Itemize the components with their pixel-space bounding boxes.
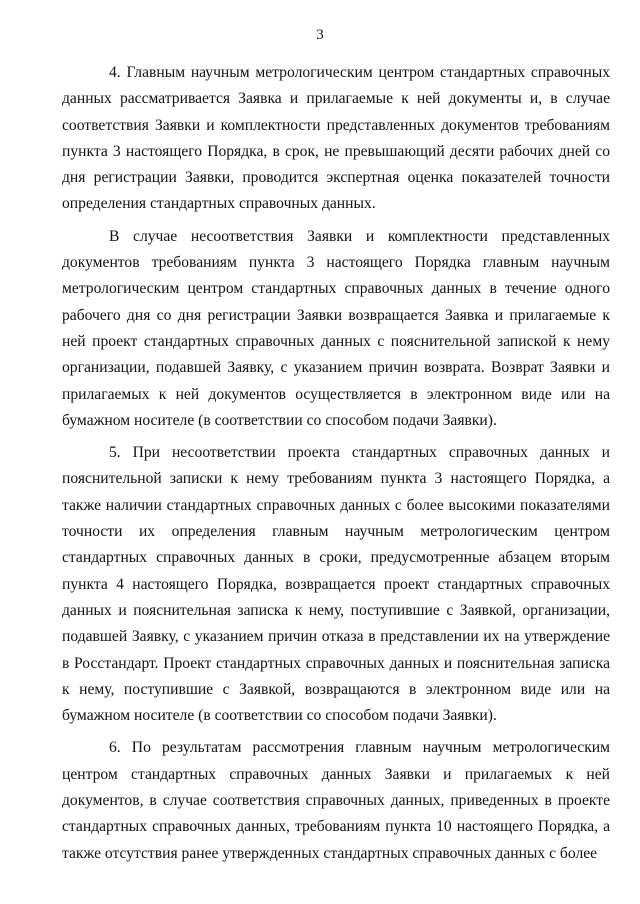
- paragraph-item-4: 4. Главным научным метрологическим центром стандартных справочных данных рассматривается Заявка и прилагаемые к ней документы и, в случае соответствия Заявки и комплектности представленных документов требованиям пункта 3 настоящего Порядка, в срок, не превышающий десяти рабочих дней со дня регистрации Заявки, проводится экспертная оценка показателей точности определения стандартных справочных данных.: [62, 64, 610, 213]
- paragraph-item-5: 5. При несоответствии проекта стандартных справочных данных и пояснительной записки к нему требованиям пункта 3 настоящего Порядка, а также наличии стандартных справочных данных с более высокими показателями точности их определения главным научным метрологическим центром стандартных справочных данных в сроки, предусмотренные абзацем вторым пункта 4 настоящего Порядка, возвращается проект стандартных справочных данных и пояснительная записка к нему, поступившие с Заявкой, организации, подавшей Заявку, с указанием причин отказа в представлении их на утверждение в Росстандарт. Проект стандартных справочных данных и пояснительная записка к нему, поступившие с Заявкой, возвращаются в электронном виде или на бумажном носителе (в соответствии со способом подачи Заявки).: [62, 444, 610, 725]
- paragraph-item-6: 6. По результатам рассмотрения главным научным метрологическим центром стандартных справочных данных Заявки и прилагаемых к ней документов, в случае соответствия справочных данных, приведенных в проекте стандартных справочных данных, требованиям пункта 10 настоящего Порядка, а также отсутствия ранее утвержденных стандартных справочных данных с более: [62, 739, 610, 862]
- document-body: [62, 60, 610, 867]
- page-number: 3: [316, 27, 324, 43]
- paragraph-item-4-continuation: В случае несоответствия Заявки и комплектности представленных документов требованиям пункта 3 настоящего Порядка главным научным метрологическим центром стандартных справочных данных в течение одного рабочего дня со дня регистрации Заявки возвращается Заявка и прилагаемые к ней проект стандартных справочных данных с пояснительной запиской к нему организации, подавшей Заявку, с указанием причин возврата. Возврат Заявки и прилагаемых к ней документов осуществляется в электронном виде или на бумажном носителе (в соответствии со способом подачи Заявки).: [62, 227, 610, 429]
